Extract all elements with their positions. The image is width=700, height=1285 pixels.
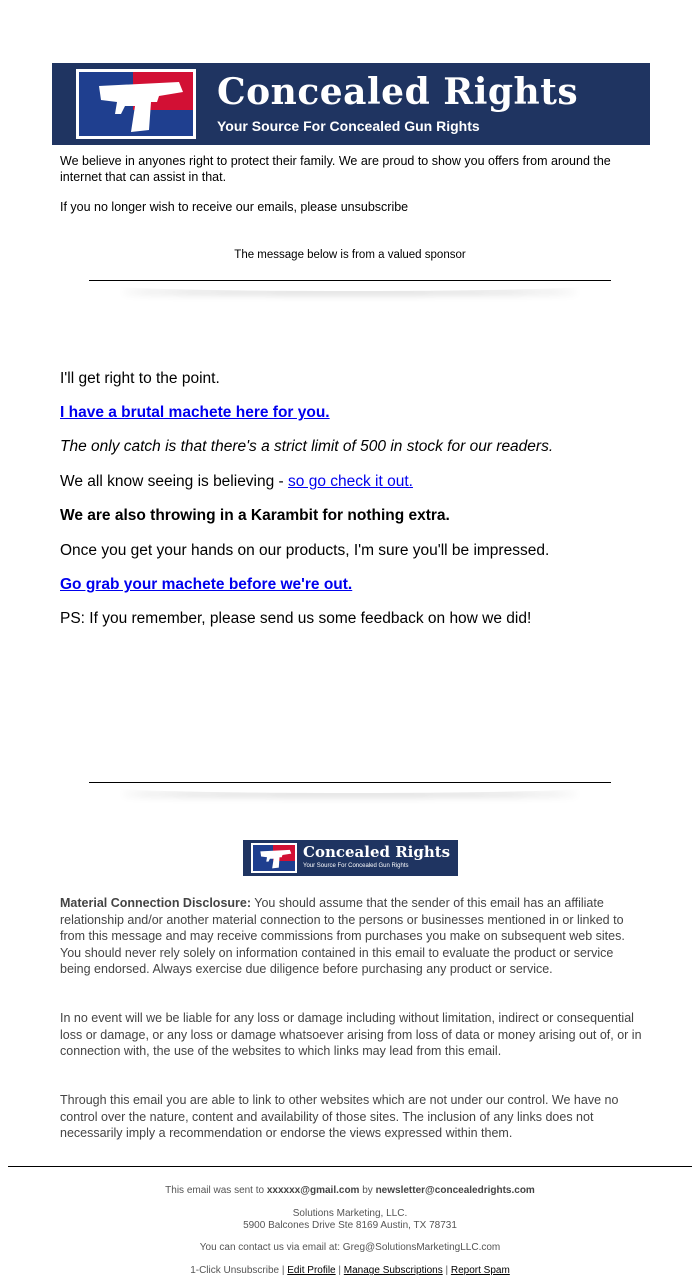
- sent-to-line: [0, 1185, 700, 1196]
- contact-line: You can contact us via email at: Greg@SolutionsMarketingLLC.com: [199, 1242, 501, 1253]
- footer-links: [0, 1265, 700, 1276]
- message-line-3-text: We all know seeing is believing -: [60, 473, 289, 490]
- unsubscribe-line: [60, 200, 408, 214]
- bottom-divider: [89, 782, 611, 783]
- sep-2: |: [442, 1265, 451, 1276]
- footer-logo-mark: [251, 843, 297, 873]
- message-line-5: Once you get your hands on our products, I'm sure you'll be impressed.: [60, 542, 550, 559]
- sender-email: newsletter@concealedrights.com: [375, 1185, 535, 1196]
- message-line-3: [60, 473, 413, 491]
- company-name: Solutions Marketing, LLC.: [292, 1208, 408, 1219]
- message-line-4: We are also throwing in a Karambit for nothing extra.: [60, 507, 450, 524]
- footer-logo-brand: Concealed Rights: [303, 843, 451, 861]
- pistol-icon: [253, 845, 295, 871]
- report-spam-link[interactable]: Report Spam: [450, 1265, 510, 1276]
- pistol-icon: [79, 72, 193, 136]
- brand-tagline: Your Source For Concealed Gun Rights: [217, 118, 480, 134]
- brand-logo: [76, 69, 196, 139]
- unsubscribe-prefix: If you no longer wish to receive our emails, please: [60, 200, 338, 214]
- message-line-6: PS: If you remember, please send us some feedback on how we did!: [60, 610, 532, 627]
- footer-logo: [243, 840, 458, 876]
- brand-name: Concealed Rights: [217, 71, 579, 113]
- disclosure-text-1: You should assume that the sender of this email has an affiliate relationship and/or another material connection to the persons or businesses mentioned in or linked to from this message and may receive commissions from purchases you make on subsequent web sites. You should never rely solely on information contained in this email to evaluate the product or service being endorsed. Always exercise due diligence before purchasing any product or service.: [60, 896, 625, 976]
- manage-subscriptions-link[interactable]: Manage Subscriptions: [343, 1265, 443, 1276]
- sponsor-note: The message below is from a valued sponsor: [234, 249, 466, 261]
- header-banner: [52, 63, 650, 145]
- disclosure-paragraph-1: [60, 895, 645, 978]
- top-divider: [89, 280, 611, 281]
- disclosure-label: Material Connection Disclosure:: [60, 896, 252, 910]
- intro-text: We believe in anyones right to protect their family. We are proud to show you offers from around the internet that can assist in that.: [60, 154, 611, 184]
- footer-divider: [8, 1166, 692, 1167]
- unsubscribe-link[interactable]: unsubscribe: [340, 200, 409, 214]
- recipient-email: xxxxxx@gmail.com: [266, 1185, 360, 1196]
- company-address: 5900 Balcones Drive Ste 8169 Austin, TX 78731: [243, 1220, 457, 1231]
- sep-1: |: [335, 1265, 344, 1276]
- message-line-1: I'll get right to the point.: [60, 370, 220, 387]
- footer-logo-tagline: Your Source For Concealed Gun Rights: [303, 863, 409, 869]
- sent-by-prefix: by: [359, 1185, 376, 1196]
- grab-machete-link[interactable]: Go grab your machete before we're out.: [60, 576, 353, 593]
- disclosure-paragraph-2: In no event will we be liable for any loss or damage including without limitation, indirect or consequential loss or damage, or any loss or damage whatsoever arising from loss of data or money arising out of, or in connection with, the use of the websites to which links may lead from this email.: [60, 1011, 642, 1058]
- check-it-out-link[interactable]: so go check it out.: [288, 473, 413, 490]
- machete-link[interactable]: I have a brutal machete here for you.: [60, 404, 330, 421]
- message-line-2: The only catch is that there's a strict limit of 500 in stock for our readers.: [60, 438, 554, 455]
- one-click-unsubscribe[interactable]: 1-Click Unsubscribe |: [190, 1265, 288, 1276]
- sent-prefix: This email was sent to: [165, 1185, 267, 1196]
- disclosure-paragraph-3: Through this email you are able to link to other websites which are not under our control. We have no control over the nature, content and availability of those sites. The inclusion of any links does not necessarily imply a recommendation or endorse the views expressed within them.: [60, 1093, 619, 1140]
- edit-profile-link[interactable]: Edit Profile: [287, 1265, 336, 1276]
